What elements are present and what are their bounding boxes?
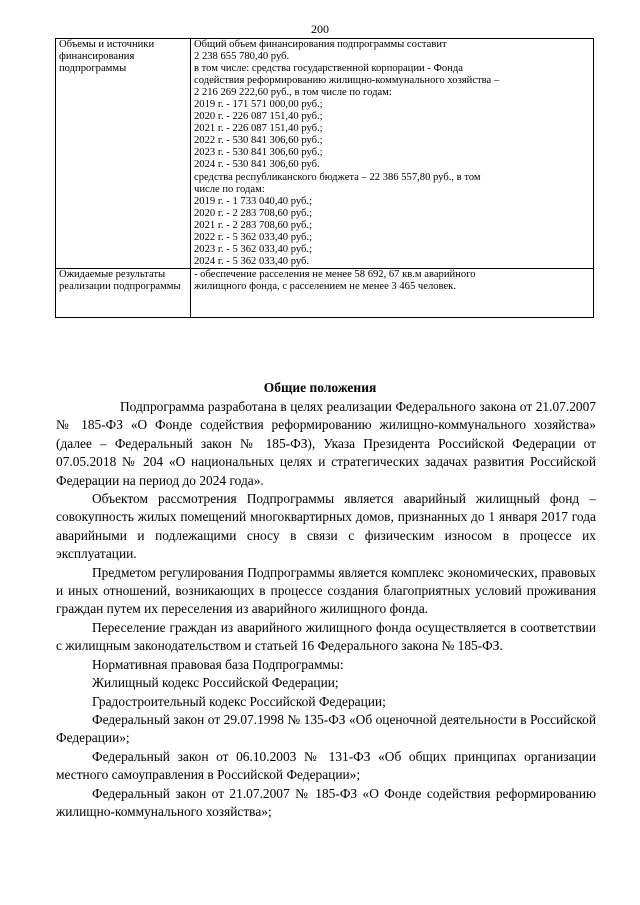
paragraph: Федеральный закон от 21.07.2007 № 185-ФЗ «О Фонде содействия реформированию жилищно-коммунального хозяйства»;: [56, 785, 596, 819]
financing-line: содействия реформированию жилищно-коммунального хозяйства –: [194, 75, 500, 87]
paragraph: Подпрограмма разработана в целях реализации Федерального закона от 21.07.2007 № 185-ФЗ «О Фонде содействия реформированию жилищно-коммунального хозяйства» (далее – Федеральный закон № 185-ФЗ), Указа Президента Российской Федерации от 07.05.2018 № 204 «О национальных целях и стратегических задачах развития Российской Федерации на период до 2024 года».: [56, 399, 596, 488]
financing-line: 2021 г. - 226 087 151,40 руб.;: [194, 123, 323, 135]
paragraph: Федеральный закон от 06.10.2003 № 131-ФЗ «Об общих принципах организации местного самоуправления в Российской Федерации»;: [56, 748, 596, 783]
paragraph: Объектом рассмотрения Подпрограммы является аварийный жилищный фонд – совокупность жилых помещений многоквартирных домов, признанных до 1 января 2017 года аварийными и подлежащими сносу в связи с физическим износом в процессе их эксплуатации.: [56, 491, 596, 562]
financing-line: 2024 г. - 530 841 306,60 руб.: [194, 159, 320, 171]
paragraph: Предметом регулирования Подпрограммы является комплекс экономических, правовых и иных отношений, возникающих в процессе создания благоприятных условий проживания граждан путем их переселения из аварийного жилищного фонда.: [56, 564, 596, 617]
results-line: - обеспечение расселения не менее 58 692, 67 кв.м аварийного: [194, 268, 476, 280]
financing-line: 2022 г. - 5 362 033,40 руб.;: [194, 231, 313, 243]
financing-line: 2023 г. - 530 841 306,60 руб.;: [194, 147, 323, 159]
financing-label: Объемы и источники финансирования подпрограммы: [56, 39, 191, 269]
results-label: Ожидаемые результаты реализации подпрограммы: [56, 268, 191, 317]
results-value: [191, 268, 594, 317]
financing-line: 2 216 269 222,60 руб., в том числе по годам:: [194, 87, 392, 99]
table-row-results: [56, 268, 594, 317]
financing-line: 2021 г. - 2 283 708,60 руб.;: [194, 219, 313, 231]
results-line: жилищного фонда, с расселением не менее 3 465 человек.: [194, 280, 456, 292]
page-number: 200: [311, 22, 329, 36]
paragraph: Жилищный кодекс Российской Федерации;: [92, 675, 339, 691]
financing-line: 2020 г. - 226 087 151,40 руб.;: [194, 111, 323, 123]
financing-line: 2019 г. - 171 571 000,00 руб.;: [194, 99, 323, 111]
financing-line: в том числе: средства государственной корпорации - Фонда: [194, 63, 463, 75]
financing-line: Общий объем финансирования подпрограммы составит: [194, 39, 447, 50]
financing-line: 2 238 655 780,40 руб.: [194, 51, 290, 63]
paragraph: Нормативная правовая база Подпрограммы:: [92, 656, 344, 672]
section-title: Общие положения: [263, 380, 377, 395]
paragraph: Градостроительный кодекс Российской Федерации;: [92, 693, 386, 709]
paragraph: Федеральный закон от 29.07.1998 № 135-ФЗ «Об оценочной деятельности в Российской Федерации»;: [56, 711, 596, 746]
financing-line: 2022 г. - 530 841 306,60 руб.;: [194, 135, 323, 147]
body-text: [56, 398, 596, 821]
financing-line: средства республиканского бюджета – 22 386 557,80 руб., в том: [194, 171, 481, 183]
financing-value: [191, 39, 594, 269]
financing-line: 2024 г. - 5 362 033,40 руб.: [194, 255, 310, 267]
financing-line: 2020 г. - 2 283 708,60 руб.;: [194, 207, 313, 219]
paragraph: Переселение граждан из аварийного жилищного фонда осуществляется в соответствии с жилищным законодательством и статьей 16 Федерального закона № 185-ФЗ.: [56, 619, 596, 654]
subprogram-passport-table: [55, 38, 594, 318]
table-row-financing: [56, 39, 594, 269]
financing-line: 2023 г. - 5 362 033,40 руб.;: [194, 243, 313, 255]
financing-line: числе по годам:: [194, 183, 265, 195]
financing-line: 2019 г. - 1 733 040,40 руб.;: [194, 195, 313, 207]
